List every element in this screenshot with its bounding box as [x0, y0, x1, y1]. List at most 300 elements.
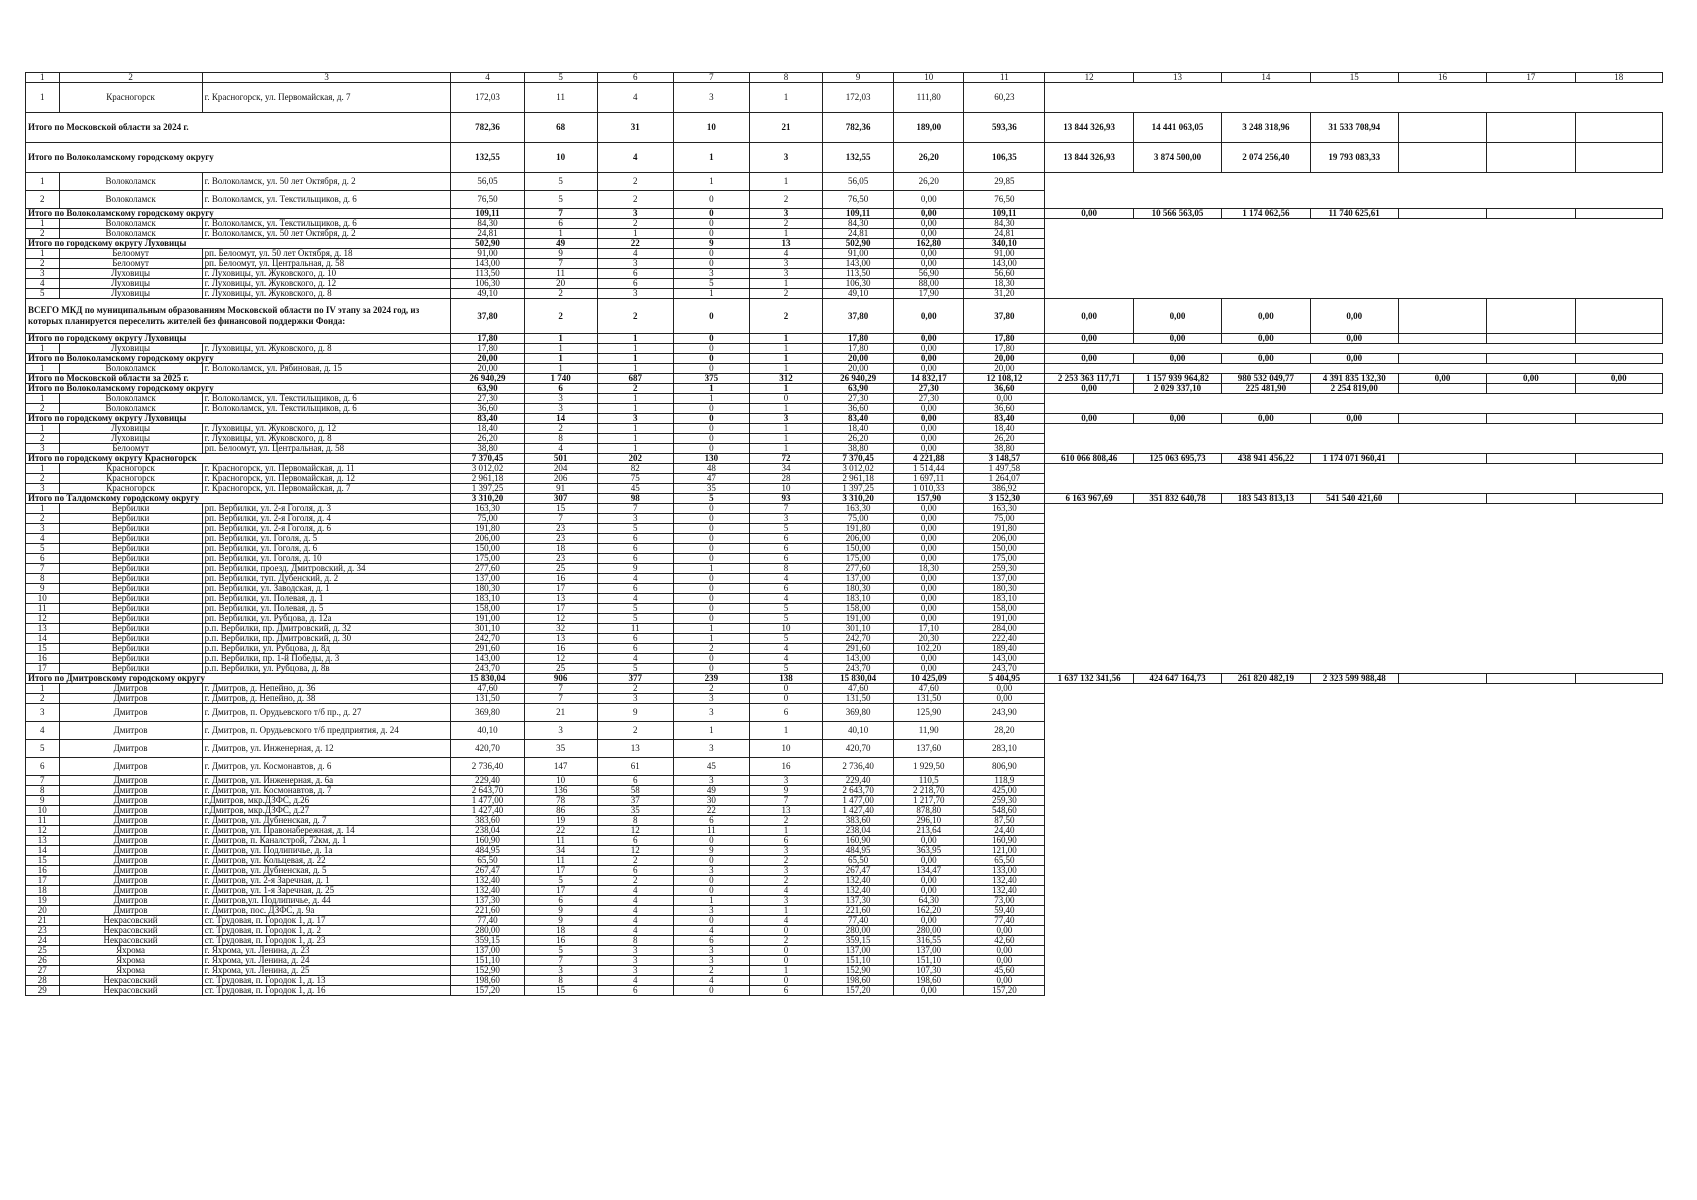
value-cell: 5	[597, 604, 673, 614]
value-cell: 17,80	[823, 344, 894, 354]
address-cell: рп. Вербилки, ул. Полевая, д. 1	[202, 594, 451, 604]
value-cell: 17,80	[451, 334, 524, 344]
address-cell: г. Дмитров, ул. Инженерная, д. 12	[202, 740, 451, 758]
table-row	[26, 404, 1663, 414]
value-cell: 40,10	[823, 722, 894, 740]
value-cell: 0	[673, 604, 749, 614]
empty-cell	[1133, 344, 1221, 354]
empty-cell	[1222, 534, 1310, 544]
empty-cell	[1310, 916, 1398, 926]
row-number: 9	[26, 584, 60, 594]
municipality-cell: Вербилки	[59, 514, 202, 524]
value-cell: 7	[524, 514, 597, 524]
value-cell: 143,00	[451, 259, 524, 269]
row-number: 1	[26, 364, 60, 374]
empty-cell	[1487, 704, 1575, 722]
empty-cell	[1487, 574, 1575, 584]
value-cell: 158,00	[964, 604, 1045, 614]
empty-cell	[1398, 976, 1486, 986]
value-cell: 180,30	[823, 584, 894, 594]
value-cell: 20	[524, 279, 597, 289]
value-cell: 6	[750, 544, 823, 554]
municipality-cell: Вербилки	[59, 534, 202, 544]
value-cell: 28	[750, 474, 823, 484]
value-cell: 18,40	[823, 424, 894, 434]
value-cell: 36,60	[823, 404, 894, 414]
address-cell: рп. Вербилки, ул. 2-я Гоголя, д. 4	[202, 514, 451, 524]
value-cell: 3	[750, 414, 823, 424]
finance-cell: 424 647 164,73	[1133, 674, 1221, 684]
value-cell: 0,00	[894, 364, 964, 374]
value-cell: 18	[524, 926, 597, 936]
value-cell: 1	[750, 279, 823, 289]
empty-cell	[1222, 229, 1310, 239]
value-cell: 11	[524, 836, 597, 846]
column-number-row	[26, 73, 1663, 83]
value-cell: 34	[524, 846, 597, 856]
empty-cell	[1575, 594, 1662, 604]
empty-cell	[1310, 684, 1398, 694]
value-cell: 37,80	[823, 299, 894, 334]
value-cell: 307	[524, 494, 597, 504]
address-cell: г. Яхрома, ул. Ленина, д. 25	[202, 966, 451, 976]
value-cell: 86	[524, 806, 597, 816]
value-cell: 4	[750, 654, 823, 664]
value-cell: 191,00	[451, 614, 524, 624]
value-cell: 10	[750, 624, 823, 634]
empty-cell	[1133, 846, 1221, 856]
value-cell: 191,00	[964, 614, 1045, 624]
empty-cell	[1575, 856, 1662, 866]
empty-cell	[1575, 564, 1662, 574]
value-cell: 26,20	[894, 173, 964, 191]
column-number: 12	[1045, 73, 1133, 83]
value-cell: 84,30	[964, 219, 1045, 229]
value-cell: 1	[750, 826, 823, 836]
empty-cell	[1045, 259, 1133, 269]
empty-cell	[1222, 786, 1310, 796]
value-cell: 198,60	[894, 976, 964, 986]
empty-cell	[1487, 684, 1575, 694]
value-cell: 88,00	[894, 279, 964, 289]
empty-cell	[1133, 364, 1221, 374]
finance-cell: 0,00	[1487, 374, 1575, 384]
empty-cell	[1398, 229, 1486, 239]
table-row	[26, 434, 1663, 444]
empty-cell	[1487, 354, 1575, 364]
row-number: 1	[26, 394, 60, 404]
value-cell: 191,00	[823, 614, 894, 624]
value-cell: 11	[673, 826, 749, 836]
row-number: 5	[26, 289, 60, 299]
municipality-cell: Некрасовский	[59, 986, 202, 996]
value-cell: 132,40	[964, 886, 1045, 896]
value-cell: 204	[524, 464, 597, 474]
value-cell: 6	[597, 534, 673, 544]
value-cell: 0	[673, 664, 749, 674]
empty-cell	[1575, 113, 1662, 143]
empty-cell	[1487, 229, 1575, 239]
row-number: 2	[26, 191, 60, 209]
empty-cell	[1310, 504, 1398, 514]
value-cell: 3	[750, 776, 823, 786]
empty-cell	[1222, 664, 1310, 674]
finance-cell: 0,00	[1222, 299, 1310, 334]
value-cell: 151,10	[451, 956, 524, 966]
row-number: 7	[26, 776, 60, 786]
value-cell: 132,40	[451, 876, 524, 886]
empty-cell	[1133, 664, 1221, 674]
value-cell: 17	[524, 604, 597, 614]
value-cell: 3 152,30	[964, 494, 1045, 504]
address-cell: г. Дмитров, п. Орудьевского т/б предприятия, д. 24	[202, 722, 451, 740]
value-cell: 157,20	[964, 986, 1045, 996]
empty-cell	[1222, 434, 1310, 444]
value-cell: 0,00	[894, 654, 964, 664]
empty-cell	[1398, 786, 1486, 796]
value-cell: 23	[524, 554, 597, 564]
value-cell: 2 643,70	[451, 786, 524, 796]
column-number: 7	[673, 73, 749, 83]
value-cell: 6	[597, 269, 673, 279]
empty-cell	[1575, 544, 1662, 554]
value-cell: 0	[750, 394, 823, 404]
value-cell: 5	[524, 191, 597, 209]
address-cell: ст. Трудовая, п. Городок 1, д. 17	[202, 916, 451, 926]
empty-cell	[1398, 364, 1486, 374]
empty-cell	[1487, 484, 1575, 494]
empty-cell	[1487, 289, 1575, 299]
empty-cell	[1575, 219, 1662, 229]
empty-cell	[1222, 986, 1310, 996]
value-cell: 1	[750, 354, 823, 364]
value-cell: 8	[597, 816, 673, 826]
empty-cell	[1398, 826, 1486, 836]
subtotal-row	[26, 299, 1663, 334]
value-cell: 136	[524, 786, 597, 796]
address-cell: г. Яхрома, ул. Ленина, д. 23	[202, 946, 451, 956]
empty-cell	[1133, 866, 1221, 876]
subtotal-label: Итого по городскому округу Луховицы	[26, 414, 451, 424]
value-cell: 222,40	[964, 634, 1045, 644]
value-cell: 259,30	[964, 796, 1045, 806]
empty-cell	[1487, 846, 1575, 856]
table-row	[26, 986, 1663, 996]
value-cell: 2	[597, 722, 673, 740]
value-cell: 21	[524, 704, 597, 722]
column-number: 16	[1398, 73, 1486, 83]
table-row	[26, 846, 1663, 856]
value-cell: 1	[750, 173, 823, 191]
value-cell: 5	[750, 634, 823, 644]
value-cell: 26 940,29	[451, 374, 524, 384]
empty-cell	[1310, 926, 1398, 936]
value-cell: 1	[750, 229, 823, 239]
subtotal-row	[26, 209, 1663, 219]
subtotal-row	[26, 113, 1663, 143]
row-number: 3	[26, 444, 60, 454]
empty-cell	[1222, 249, 1310, 259]
address-cell: г. Луховицы, ул. Жуковского, д. 10	[202, 269, 451, 279]
empty-cell	[1398, 444, 1486, 454]
column-number: 18	[1575, 73, 1662, 83]
value-cell: 6	[750, 584, 823, 594]
empty-cell	[1398, 584, 1486, 594]
empty-cell	[1575, 259, 1662, 269]
empty-cell	[1222, 624, 1310, 634]
address-cell: г. Дмитров, д. Непейно, д. 36	[202, 684, 451, 694]
value-cell: 6	[597, 584, 673, 594]
table-row	[26, 946, 1663, 956]
empty-cell	[1045, 722, 1133, 740]
table-row	[26, 574, 1663, 584]
empty-cell	[1575, 866, 1662, 876]
value-cell: 191,80	[964, 524, 1045, 534]
value-cell: 91,00	[964, 249, 1045, 259]
value-cell: 130	[673, 454, 749, 464]
municipality-cell: Некрасовский	[59, 936, 202, 946]
empty-cell	[1398, 334, 1486, 344]
value-cell: 60,23	[964, 83, 1045, 113]
value-cell: 132,40	[823, 886, 894, 896]
municipality-cell: Красногорск	[59, 474, 202, 484]
empty-cell	[1222, 722, 1310, 740]
value-cell: 8	[524, 434, 597, 444]
value-cell: 213,64	[894, 826, 964, 836]
empty-cell	[1045, 464, 1133, 474]
value-cell: 5	[673, 494, 749, 504]
empty-cell	[1045, 786, 1133, 796]
value-cell: 36,60	[964, 384, 1045, 394]
municipality-cell: Белоомут	[59, 259, 202, 269]
value-cell: 4	[597, 896, 673, 906]
empty-cell	[1487, 694, 1575, 704]
empty-cell	[1222, 936, 1310, 946]
empty-cell	[1045, 614, 1133, 624]
empty-cell	[1487, 414, 1575, 424]
value-cell: 6	[597, 836, 673, 846]
empty-cell	[1398, 624, 1486, 634]
empty-cell	[1487, 624, 1575, 634]
value-cell: 2	[597, 384, 673, 394]
value-cell: 45	[597, 484, 673, 494]
empty-cell	[1133, 758, 1221, 776]
empty-cell	[1398, 384, 1486, 394]
value-cell: 2	[673, 684, 749, 694]
finance-cell: 2 029 337,10	[1133, 384, 1221, 394]
value-cell: 11,90	[894, 722, 964, 740]
municipality-cell: Дмитров	[59, 786, 202, 796]
address-cell: ст. Трудовая, п. Городок 1, д. 23	[202, 936, 451, 946]
value-cell: 4	[524, 444, 597, 454]
empty-cell	[1045, 816, 1133, 826]
value-cell: 243,70	[823, 664, 894, 674]
value-cell: 107,30	[894, 966, 964, 976]
empty-cell	[1398, 83, 1486, 113]
value-cell: 17	[524, 866, 597, 876]
value-cell: 56,05	[823, 173, 894, 191]
value-cell: 12 108,12	[964, 374, 1045, 384]
document-sheet	[25, 72, 1663, 996]
municipality-cell: Дмитров	[59, 826, 202, 836]
table-row	[26, 684, 1663, 694]
empty-cell	[1310, 896, 1398, 906]
empty-cell	[1222, 614, 1310, 624]
empty-cell	[1310, 249, 1398, 259]
table-row	[26, 249, 1663, 259]
value-cell: 27,30	[451, 394, 524, 404]
value-cell: 109,11	[823, 209, 894, 219]
finance-cell: 0,00	[1045, 414, 1133, 424]
value-cell: 132,40	[451, 886, 524, 896]
empty-cell	[1310, 856, 1398, 866]
column-number: 6	[597, 73, 673, 83]
value-cell: 369,80	[823, 704, 894, 722]
empty-cell	[1398, 524, 1486, 534]
municipality-cell: Вербилки	[59, 634, 202, 644]
value-cell: 0,00	[894, 219, 964, 229]
empty-cell	[1222, 654, 1310, 664]
value-cell: 0	[750, 946, 823, 956]
empty-cell	[1310, 83, 1398, 113]
value-cell: 3	[597, 966, 673, 976]
value-cell: 502,90	[451, 239, 524, 249]
empty-cell	[1487, 394, 1575, 404]
empty-cell	[1487, 936, 1575, 946]
table-row	[26, 514, 1663, 524]
value-cell: 183,10	[451, 594, 524, 604]
empty-cell	[1398, 886, 1486, 896]
value-cell: 0	[673, 544, 749, 554]
value-cell: 82	[597, 464, 673, 474]
empty-cell	[1575, 269, 1662, 279]
finance-cell: 11 740 625,61	[1310, 209, 1398, 219]
value-cell: 48	[673, 464, 749, 474]
subtotal-row	[26, 454, 1663, 464]
empty-cell	[1398, 424, 1486, 434]
empty-cell	[1575, 484, 1662, 494]
empty-cell	[1222, 634, 1310, 644]
value-cell: 4	[750, 916, 823, 926]
municipality-cell: Вербилки	[59, 594, 202, 604]
value-cell: 6	[597, 644, 673, 654]
finance-cell: 19 793 083,33	[1310, 143, 1398, 173]
address-cell: г. Дмитров, ул. 1-я Заречная, д. 25	[202, 886, 451, 896]
empty-cell	[1133, 394, 1221, 404]
empty-cell	[1398, 484, 1486, 494]
value-cell: 0,00	[894, 604, 964, 614]
value-cell: 3	[750, 896, 823, 906]
value-cell: 0	[750, 684, 823, 694]
empty-cell	[1575, 886, 1662, 896]
value-cell: 5	[597, 524, 673, 534]
finance-cell: 183 543 813,13	[1222, 494, 1310, 504]
finance-cell: 610 066 808,46	[1045, 454, 1133, 464]
empty-cell	[1487, 454, 1575, 464]
value-cell: 1	[673, 634, 749, 644]
empty-cell	[1487, 866, 1575, 876]
empty-cell	[1487, 299, 1575, 334]
empty-cell	[1222, 484, 1310, 494]
value-cell: 0,00	[894, 594, 964, 604]
finance-cell: 0,00	[1045, 299, 1133, 334]
value-cell: 0	[673, 504, 749, 514]
empty-cell	[1310, 444, 1398, 454]
value-cell: 87,50	[964, 816, 1045, 826]
empty-cell	[1045, 986, 1133, 996]
empty-cell	[1045, 866, 1133, 876]
value-cell: 6	[750, 836, 823, 846]
municipality-cell: Дмитров	[59, 796, 202, 806]
value-cell: 3	[673, 83, 749, 113]
value-cell: 5	[524, 946, 597, 956]
value-cell: 13	[524, 594, 597, 604]
value-cell: 61	[597, 758, 673, 776]
empty-cell	[1310, 434, 1398, 444]
empty-cell	[1575, 289, 1662, 299]
empty-cell	[1133, 594, 1221, 604]
value-cell: 206,00	[823, 534, 894, 544]
value-cell: 11	[524, 83, 597, 113]
address-cell: г. Дмитров, п. Орудьевского т/б пр., д. 27	[202, 704, 451, 722]
value-cell: 24,81	[964, 229, 1045, 239]
value-cell: 806,90	[964, 758, 1045, 776]
empty-cell	[1575, 684, 1662, 694]
value-cell: 277,60	[451, 564, 524, 574]
value-cell: 26,20	[823, 434, 894, 444]
empty-cell	[1133, 259, 1221, 269]
finance-cell: 13 844 326,93	[1045, 143, 1133, 173]
address-cell: р.п. Вербилки, ул. Рубцова, д. 8в	[202, 664, 451, 674]
empty-cell	[1398, 966, 1486, 976]
row-number: 5	[26, 544, 60, 554]
value-cell: 31	[597, 113, 673, 143]
value-cell: 782,36	[823, 113, 894, 143]
empty-cell	[1045, 474, 1133, 484]
value-cell: 878,80	[894, 806, 964, 816]
value-cell: 157,20	[451, 986, 524, 996]
value-cell: 1 514,44	[894, 464, 964, 474]
empty-cell	[1045, 289, 1133, 299]
empty-cell	[1398, 896, 1486, 906]
value-cell: 134,47	[894, 866, 964, 876]
empty-cell	[1310, 404, 1398, 414]
address-cell: р.п. Вербилки, пр. Дмитровский, д. 30	[202, 634, 451, 644]
empty-cell	[1222, 740, 1310, 758]
value-cell: 36,60	[451, 404, 524, 414]
value-cell: 143,00	[823, 654, 894, 664]
value-cell: 2	[750, 876, 823, 886]
empty-cell	[1045, 279, 1133, 289]
row-number: 27	[26, 966, 60, 976]
municipality-cell: Луховицы	[59, 344, 202, 354]
empty-cell	[1310, 574, 1398, 584]
municipality-cell: Красногорск	[59, 464, 202, 474]
empty-cell	[1575, 354, 1662, 364]
empty-cell	[1487, 876, 1575, 886]
finance-cell: 0,00	[1222, 354, 1310, 364]
value-cell: 0,00	[894, 414, 964, 424]
empty-cell	[1222, 404, 1310, 414]
municipality-cell: Дмитров	[59, 896, 202, 906]
value-cell: 162,20	[894, 906, 964, 916]
value-cell: 1	[524, 344, 597, 354]
value-cell: 83,40	[451, 414, 524, 424]
value-cell: 239	[673, 674, 749, 684]
value-cell: 3	[673, 740, 749, 758]
address-cell: г. Красногорск, ул. Первомайская, д. 7	[202, 484, 451, 494]
value-cell: 9	[597, 564, 673, 574]
